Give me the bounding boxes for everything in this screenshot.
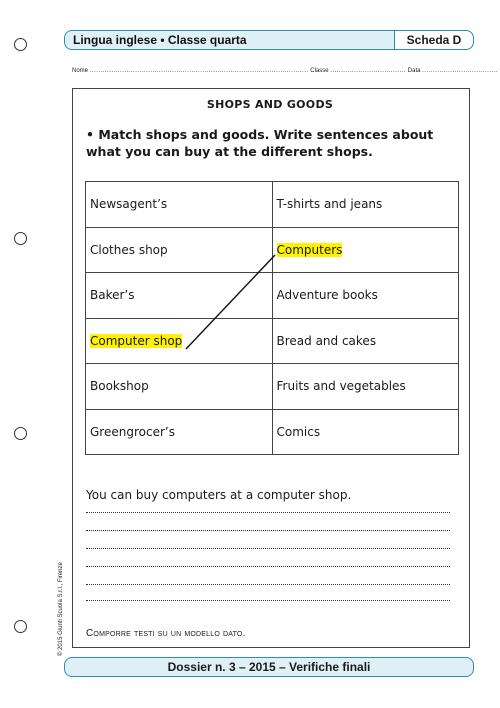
good-name: Computers bbox=[276, 242, 343, 257]
exercise-title: SHOPS AND GOODS bbox=[206, 98, 334, 111]
example-sentence: You can buy computers at a computer shop. bbox=[86, 488, 352, 502]
sheet-label: Scheda D bbox=[394, 30, 474, 50]
good-name: T-shirts and jeans bbox=[276, 197, 383, 212]
good-name: Adventure books bbox=[276, 288, 378, 303]
shop-name: Clothes shop bbox=[90, 242, 168, 257]
subject-title: Lingua inglese • Classe quarta bbox=[73, 33, 247, 47]
answer-line[interactable] bbox=[86, 548, 450, 549]
answer-line[interactable] bbox=[86, 512, 450, 513]
shop-name: Baker’s bbox=[90, 288, 135, 303]
date-field[interactable]: ................................... bbox=[422, 68, 498, 74]
skill-note: Comporre testi su un modello dato. bbox=[86, 628, 246, 639]
class-label: Classe bbox=[310, 68, 329, 74]
copyright-note: © 2015 Giunti Scuola S.r.l., Firenze bbox=[58, 562, 64, 656]
footer-bar: Dossier n. 3 – 2015 – Verifiche finali bbox=[64, 657, 474, 677]
class-field[interactable]: ................................... bbox=[330, 68, 407, 74]
answer-line[interactable] bbox=[86, 600, 450, 601]
connector-line bbox=[186, 255, 275, 349]
answer-line[interactable] bbox=[86, 566, 450, 567]
shop-name: Bookshop bbox=[90, 379, 149, 394]
shop-name: Computer shop bbox=[90, 333, 183, 348]
good-name: Bread and cakes bbox=[276, 333, 377, 348]
good-name: Fruits and vegetables bbox=[276, 379, 406, 394]
shop-name: Greengrocer’s bbox=[90, 424, 175, 439]
good-name: Comics bbox=[276, 424, 321, 439]
answer-line[interactable] bbox=[86, 584, 450, 585]
answer-line[interactable] bbox=[86, 530, 450, 531]
shop-name: Newsagent’s bbox=[90, 197, 168, 212]
name-label: Nome bbox=[72, 68, 89, 74]
date-label: Data bbox=[407, 68, 421, 74]
exercise-instructions: • Match shops and goods. Write sentences about what you can buy at the different shops. bbox=[86, 127, 434, 159]
name-field[interactable]: ..................................................................................................... bbox=[89, 68, 309, 74]
